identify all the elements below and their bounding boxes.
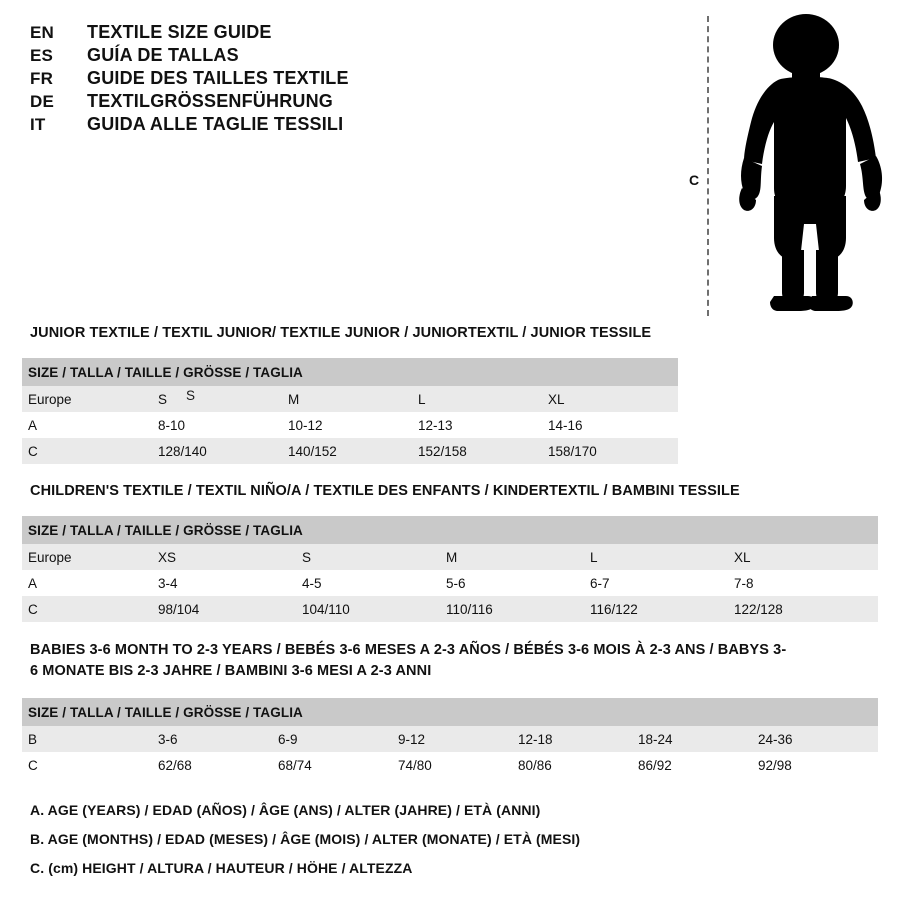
title-lang-fr: FR xyxy=(30,69,54,88)
cell: 80/86 xyxy=(518,752,638,778)
title-text-it: GUIDA ALLE TAGLIE TESSILI xyxy=(87,114,344,134)
section-heading-children: CHILDREN'S TEXTILE / TEXTIL NIÑO/A / TEXTILE DES ENFANTS / KINDERTEXTIL / BAMBINI TESSILE xyxy=(30,483,740,499)
cell: 5-6 xyxy=(446,570,590,596)
size-letter: S xyxy=(186,388,196,403)
cell: 12-13 xyxy=(418,412,548,438)
cell: S xyxy=(302,544,446,570)
cell: XL xyxy=(548,386,678,412)
cell: 18-24 xyxy=(638,726,758,752)
table-row xyxy=(22,752,878,778)
cell: 14-16 xyxy=(548,412,678,438)
toddler-silhouette-icon xyxy=(720,10,890,320)
cell: 98/104 xyxy=(158,596,302,622)
cell: 7-8 xyxy=(734,570,878,596)
title-lang-en: EN xyxy=(30,23,55,42)
title-text-de: TEXTILGRÖSSENFÜHRUNG xyxy=(87,91,334,111)
table-row-header xyxy=(22,516,878,544)
children-size-table xyxy=(22,516,878,622)
cell: 3-6 xyxy=(158,726,278,752)
cell: 4-5 xyxy=(302,570,446,596)
title-text-fr: GUIDE DES TAILLES TEXTILE xyxy=(87,68,349,88)
title-lang-de: DE xyxy=(30,92,55,111)
row-label: A xyxy=(22,412,158,438)
junior-size-table xyxy=(22,358,678,464)
title-text-es: GUÍA DE TALLAS xyxy=(87,45,239,65)
cell: 104/110 xyxy=(302,596,446,622)
cell: 110/116 xyxy=(446,596,590,622)
cell: 152/158 xyxy=(418,438,548,464)
cell: 62/68 xyxy=(158,752,278,778)
table-row xyxy=(22,386,678,412)
cell: 128/140 xyxy=(158,438,288,464)
table-row xyxy=(22,412,678,438)
cell: 68/74 xyxy=(278,752,398,778)
table-row-header xyxy=(22,358,678,386)
title-row-it xyxy=(30,114,670,135)
cell: L xyxy=(590,544,734,570)
row-label: C xyxy=(22,752,158,778)
height-dashed-line xyxy=(707,16,709,316)
row-label: Europe xyxy=(22,544,158,570)
legend-block xyxy=(30,802,580,889)
title-row-fr xyxy=(30,68,670,89)
legend-item-c: C. (cm) HEIGHT / ALTURA / HAUTEUR / HÖHE / ALTEZZA xyxy=(30,860,413,876)
table-row-header xyxy=(22,698,878,726)
title-row-es xyxy=(30,45,670,66)
junior-header-label: SIZE / TALLA / TAILLE / GRÖSSE / TAGLIA xyxy=(22,358,678,386)
row-label: C xyxy=(22,438,158,464)
cell: M xyxy=(446,544,590,570)
row-label: B xyxy=(22,726,158,752)
table-row xyxy=(22,570,878,596)
title-row-en xyxy=(30,22,670,43)
title-text-en: TEXTILE SIZE GUIDE xyxy=(87,22,272,42)
cell: XS xyxy=(158,544,302,570)
cell: 74/80 xyxy=(398,752,518,778)
legend-item-b: B. AGE (MONTHS) / EDAD (MESES) / ÂGE (MOIS) / ALTER (MONATE) / ETÀ (MESI) xyxy=(30,831,581,847)
legend-item-a: A. AGE (YEARS) / EDAD (AÑOS) / ÂGE (ANS) / ALTER (JAHRE) / ETÀ (ANNI) xyxy=(30,802,541,818)
title-block xyxy=(30,22,670,137)
cell: 10-12 xyxy=(288,412,418,438)
cell: 24-36 xyxy=(758,726,878,752)
section-heading-babies: BABIES 3-6 MONTH TO 2-3 YEARS / BEBÉS 3-6 MESES A 2-3 AÑOS / BÉBÉS 3-6 MOIS À 2-3 ANS / BABYS 3-6 MONATE BIS 2-3 JAHRE / BAMBINI 3-6 MESI A 2-3 ANNI xyxy=(30,642,787,679)
children-header-label: SIZE / TALLA / TAILLE / GRÖSSE / TAGLIA xyxy=(22,516,878,544)
height-measure-figure xyxy=(660,10,890,320)
table-row xyxy=(22,726,878,752)
row-label: A xyxy=(22,570,158,596)
cell: 6-9 xyxy=(278,726,398,752)
cell: XL xyxy=(734,544,878,570)
title-lang-es: ES xyxy=(30,46,54,65)
cell: S xyxy=(158,386,288,412)
section-heading-junior: JUNIOR TEXTILE / TEXTIL JUNIOR/ TEXTILE JUNIOR / JUNIORTEXTIL / JUNIOR TESSILE xyxy=(30,325,652,341)
babies-header-label: SIZE / TALLA / TAILLE / GRÖSSE / TAGLIA xyxy=(22,698,878,726)
cell: M xyxy=(288,386,418,412)
table-row xyxy=(22,544,878,570)
table-row xyxy=(22,596,878,622)
cell: L xyxy=(418,386,548,412)
title-lang-it: IT xyxy=(30,115,46,134)
cell: 12-18 xyxy=(518,726,638,752)
row-label: C xyxy=(22,596,158,622)
cell: 122/128 xyxy=(734,596,878,622)
cell: 9-12 xyxy=(398,726,518,752)
babies-size-table xyxy=(22,698,878,778)
row-label: Europe xyxy=(22,386,158,412)
cell: 86/92 xyxy=(638,752,758,778)
title-row-de xyxy=(30,91,670,112)
table-row xyxy=(22,438,678,464)
cell: 6-7 xyxy=(590,570,734,596)
height-measure-label: C xyxy=(689,172,700,188)
cell: 140/152 xyxy=(288,438,418,464)
cell: 3-4 xyxy=(158,570,302,596)
cell: 92/98 xyxy=(758,752,878,778)
cell: 8-10 xyxy=(158,412,288,438)
cell: 158/170 xyxy=(548,438,678,464)
cell: 116/122 xyxy=(590,596,734,622)
